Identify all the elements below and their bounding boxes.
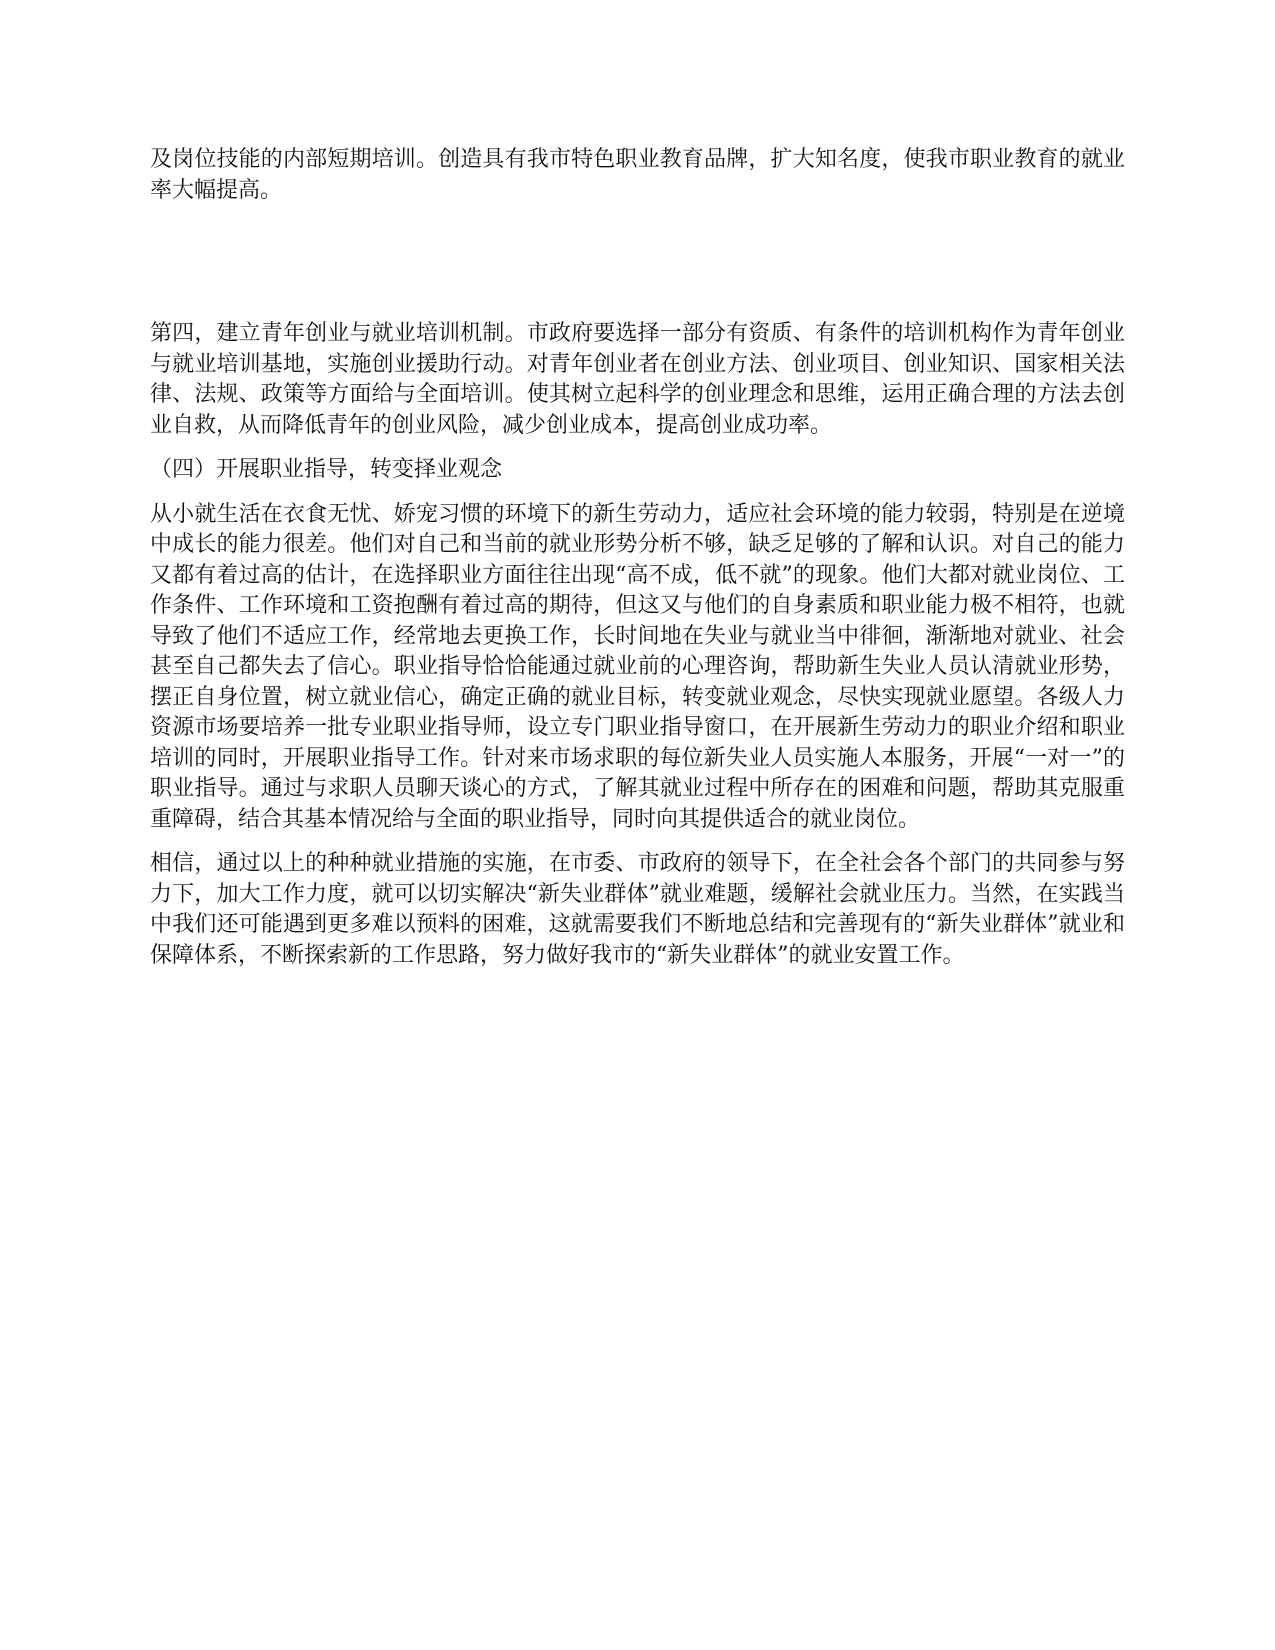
paragraph-career-guidance-detail: 从小就生活在衣食无忧、娇宠习惯的环境下的新生劳动力，适应社会环境的能力较弱，特别是在逆境中成长的能力很差。他们对自己和当前的就业形势分析不够，缺乏足够的了解和认识。对自己的能力又都有着过高的估计，在选择职业方面往往出现“高不成，低不就”的现象。他们大都对就业岗位、工作条件、工作环境和工资抱酬有着过高的期待，但这又与他们的自身素质和职业能力极不相符，也就导致了他们不适应工作，经常地去更换工作，长时间地在失业与就业当中徘徊，渐渐地对就业、社会甚至自己都失去了信心。职业指导恰恰能通过就业前的心理咨询，帮助新生失业人员认清就业形势，摆正自身位置，树立就业信心，确定正确的就业目标，转变就业观念，尽快实现就业愿望。各级人力资源市场要培养一批专业职业指导师，设立专门职业指导窗口，在开展新生劳动力的职业介绍和职业培训的同时，开展职业指导工作。针对来市场求职的每位新失业人员实施人本服务，开展“一对一”的职业指导。通过与求职人员聊天谈心的方式，了解其就业过程中所存在的困难和问题，帮助其克服重重障碍，结合其基本情况给与全面的职业指导，同时向其提供适合的就业岗位。 — [150, 501, 1125, 832]
paragraph-conclusion: 相信，通过以上的种种就业措施的实施，在市委、市政府的领导下，在全社会各个部门的共同参与努力下，加大工作力度，就可以切实解决“新失业群体”就业难题，缓解社会就业压力。当然，在实践当中我们还可能遇到更多难以预料的困难，这就需要我们不断地总结和完善现有的“新失业群体”就业和保障体系，不断探索新的工作思路，努力做好我市的“新失业群体”的就业安置工作。 — [150, 851, 1125, 968]
paragraph-youth-entrepreneurship-training: 第四，建立青年创业与就业培训机制。市政府要选择一部分有资质、有条件的培训机构作为青年创业与就业培训基地，实施创业援助行动。对青年创业者在创业方法、创业项目、创业知识、国家相关法律、法规、政策等方面给与全面培训。使其树立起科学的创业理念和思维，运用正确合理的方法去创业自救，从而降低青年的创业风险，减少创业成本，提高创业成功率。 — [150, 321, 1125, 438]
paragraph-vocational-training-continuation: 及岗位技能的内部短期培训。创造具有我市特色职业教育品牌，扩大知名度，使我市职业教育的就业率大幅提高。 — [150, 147, 1125, 203]
document-body — [150, 145, 1125, 971]
section-heading-career-guidance: （四）开展职业指导，转变择业观念 — [150, 457, 503, 482]
